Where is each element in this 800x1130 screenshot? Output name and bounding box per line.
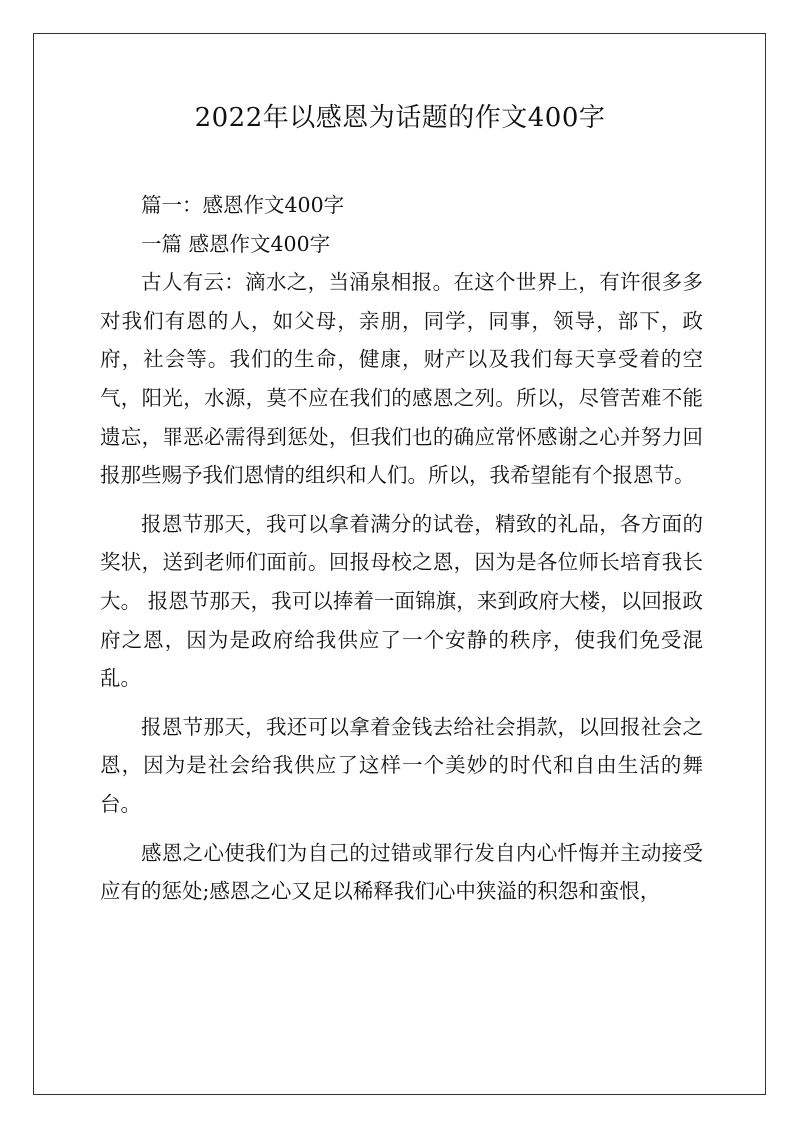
subsection-heading: 一篇 感恩作文400字 [141,231,331,256]
paragraph: 报恩节那天，我还可以拿着金钱去给社会捐款，以回报社会之恩，因为是社会给我供应了这样一个美妙的时代和自由生活的舞台。 [100,714,703,816]
paragraph: 感恩之心使我们为自己的过错或罪行发自内心忏悔并主动接受应有的惩处;感恩之心又足以稀释我们心中狭溢的积怨和蛮恨， [100,840,703,904]
paragraph: 古人有云：滴水之，当涌泉相报。在这个世界上，有许很多多对我们有恩的人，如父母，亲朋，同学，同事，领导，部下，政府，社会等。我们的生命，健康，财产以及我们每天享受着的空气，阳光，水源，莫不应在我们的感恩之列。所以，尽管苦难不能遗忘，罪恶必需得到惩处，但我们也的确应常怀感谢之心并努力回报那些赐予我们恩情的组织和人们。所以，我希望能有个报恩节。 [100,270,703,488]
document-title: 2022年以感恩为话题的作文400字 [194,103,606,133]
section-heading: 篇一：感恩作文400字 [141,193,345,217]
paragraph: 报恩节那天，我可以拿着满分的试卷，精致的礼品，各方面的奖状，送到老师们面前。回报母校之恩，因为是各位师长培育我长大。 报恩节那天，我可以捧着一面锦旗，来到政府大楼，以回报政府之恩，因为是政府给我供应了一个安静的秩序，使我们免受混乱。 [100,511,703,691]
document-body [100,186,703,911]
